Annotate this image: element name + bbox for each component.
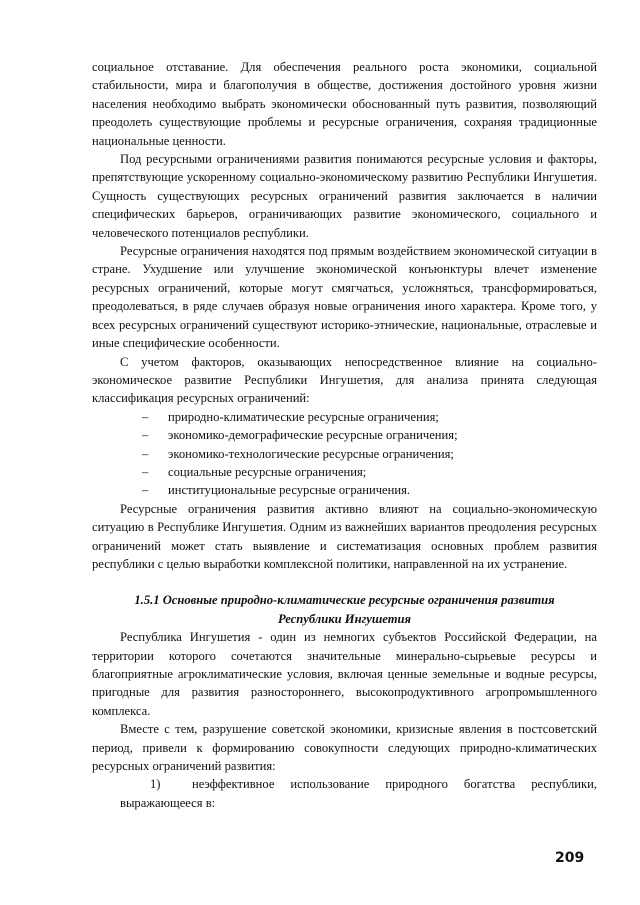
list-dash: –	[142, 464, 149, 479]
numbered-item-number: 1)	[150, 777, 161, 792]
paragraph-2: Под ресурсными ограничениями развития понимаются ресурсные условия и факторы, препятствующие ускоренному социально-экономическому развитию Республики Ингушетия. Сущность существующих ресурсных ограничений развития заключается в наличии специфических барьеров, ограничивающих развитие экономического, социального и человеческого потенциалов республики.	[92, 152, 597, 240]
section-heading-line-2: Республики Ингушетия	[277, 611, 412, 626]
numbered-item-text: неэффективное использование природного богатства республики, выражающееся в:	[120, 777, 597, 810]
list-item	[92, 481, 597, 499]
paragraph-7: Вместе с тем, разрушение советской экономики, кризисные явления в постсоветский период, привели к формированию совокупности следующих природно-климатических ресурсных ограничений развития:	[92, 722, 597, 774]
list-dash: –	[142, 428, 149, 443]
list-item-text: социальные ресурсные ограничения;	[168, 464, 367, 479]
paragraph-1: социальное отставание. Для обеспечения реального роста экономики, социальной стабильности, мира и благополучия в обществе, достижения достойного уровня жизни населения необходимо выбрать экономически обоснованный путь развития, позволяющий преодолеть существующие проблемы и ресурсные ограничения, сохраняя традиционные национальные ценности.	[92, 60, 597, 148]
list-item-text: экономико-демографические ресурсные ограничения;	[168, 428, 458, 443]
list-dash: –	[142, 446, 149, 461]
list-item	[92, 445, 597, 463]
classification-list	[92, 408, 597, 500]
paragraph-4: С учетом факторов, оказывающих непосредственное влияние на социально-экономическое развитие Республики Ингушетия, для анализа принята следующая классификация ресурсных ограничений:	[92, 354, 597, 406]
list-item	[92, 463, 597, 481]
numbered-item	[92, 775, 597, 812]
list-item	[92, 408, 597, 426]
paragraph-3: Ресурсные ограничения находятся под прямым воздействием экономической ситуации в стране. Ухудшение или улучшение экономической конъюнктуры влечет изменение ресурсных ограничений, которые могут смягчаться, усложняться, трансформироваться, преодолеваться, в ряде случаев образуя новые ограничения иного характера. Кроме того, у всех ресурсных ограничений существуют историко-этнические, национальные, отраслевые и иные специфические особенности.	[92, 244, 597, 351]
list-item-text: экономико-технологические ресурсные ограничения;	[168, 446, 454, 461]
list-dash: –	[142, 483, 149, 498]
document-page	[92, 58, 597, 812]
list-dash: –	[142, 409, 149, 424]
list-item	[92, 426, 597, 444]
list-item-text: институциональные ресурсные ограничения.	[168, 483, 411, 498]
page-number: 209	[555, 850, 585, 866]
paragraph-5: Ресурсные ограничения развития активно влияют на социально-экономическую ситуацию в Республике Ингушетия. Одним из важнейших вариантов преодоления ресурсных ограничений может стать выявление и систематизация основных проблем развития республики с целью выработки комплексной политики, направленной на их устранение.	[92, 501, 597, 571]
section-heading	[92, 591, 597, 628]
section-heading-line-1: 1.5.1 Основные природно-климатические ресурсные ограничения развития	[134, 593, 555, 608]
paragraph-6: Республика Ингушетия - один из немногих субъектов Российской Федерации, на территории которого сочетаются значительные минерально-сырьевые ресурсы и благоприятные агроклиматические условия, включая ценные земельные и водные ресурсы, пригодные для развития разностороннего, высокопродуктивного агропромышленного комплекса.	[92, 630, 597, 718]
list-item-text: природно-климатические ресурсные ограничения;	[168, 409, 439, 424]
